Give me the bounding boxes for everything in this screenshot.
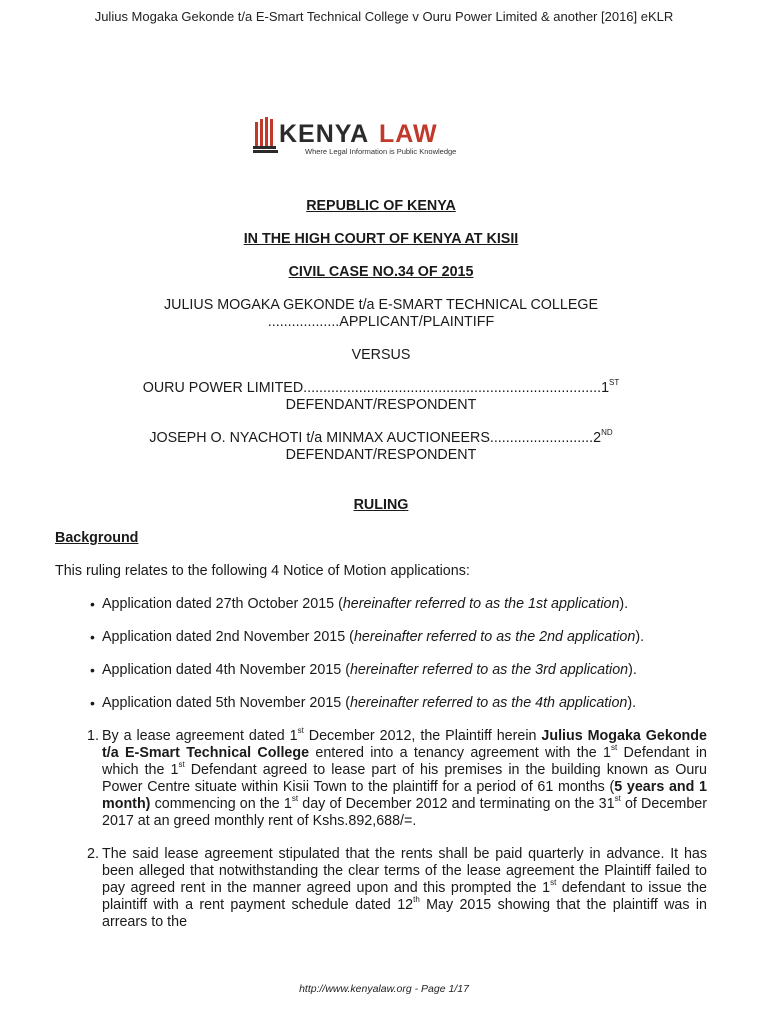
paragraph-number: 1. bbox=[87, 728, 99, 744]
list-item: • Application dated 27th October 2015 (hereinafter referred to as the 1st application). bbox=[90, 596, 629, 612]
defendant-2-ordinal: ND bbox=[601, 428, 613, 438]
defendant-1-role: DEFENDANT/RESPONDENT bbox=[285, 397, 477, 413]
defendant-1 bbox=[55, 380, 707, 414]
defendant-2-role: DEFENDANT/RESPONDENT bbox=[285, 447, 477, 463]
kenya-law-logo bbox=[253, 116, 468, 158]
numbered-paragraphs bbox=[55, 728, 707, 931]
kenya-law-logo-graphic bbox=[253, 116, 468, 158]
paragraph-2: 2. The said lease agreement stipulated that the rents shall be paid quarterly in advance. It has been alleged that notwithstanding the clear terms of the lease agreement the Plaintiff failed to pay agreed rent in the manner agreed upon and this prompted the 1st defendant to issue the plaintiff with a rent payment schedule dated 12th May 2015 showing that the plaintiff was in arrears to the bbox=[87, 846, 708, 930]
pillars-icon bbox=[253, 117, 278, 153]
paragraph-number: 2. bbox=[87, 846, 99, 862]
intro-paragraph: This ruling relates to the following 4 Notice of Motion applications: bbox=[55, 563, 470, 579]
page-footer: http://www.kenyalaw.org - Page 1/17 bbox=[299, 983, 469, 995]
logo-tagline: Where Legal Information is Public Knowledge bbox=[305, 147, 457, 156]
ruling-title: RULING bbox=[353, 497, 409, 513]
bullet-icon: • bbox=[90, 695, 95, 711]
bullet-icon: • bbox=[90, 596, 95, 612]
logo-kenya-text: KENYA bbox=[279, 120, 370, 148]
background-heading: Background bbox=[55, 530, 139, 546]
bullet-icon: • bbox=[90, 662, 95, 678]
case-number: CIVIL CASE NO.34 OF 2015 bbox=[288, 264, 474, 280]
applicant-name: JULIUS MOGAKA GEKONDE t/a E-SMART TECHNICAL COLLEGE bbox=[163, 297, 599, 313]
applications-list bbox=[55, 596, 707, 712]
defendant-2 bbox=[55, 430, 707, 464]
republic-heading: REPUBLIC OF KENYA bbox=[306, 198, 456, 214]
applicant-role: ..................APPLICANT/PLAINTIFF bbox=[267, 314, 495, 330]
applicant-party bbox=[55, 297, 707, 331]
list-item: • Application dated 4th November 2015 (hereinafter referred to as the 3rd application). bbox=[90, 662, 637, 678]
defendant-1-ordinal: ST bbox=[609, 378, 620, 388]
paragraph-1: 1. By a lease agreement dated 1st December 2012, the Plaintiff herein Julius Mogaka Gekonde t/a E-Smart Technical College entered into a tenancy agreement with the 1st Defendant in which the 1st Defendant agreed to lease part of his premises in the building known as Ouru Power Centre situate within Kisii Town to the plaintiff for a period of 61 months (5 years and 1 month) commencing on the 1st day of December 2012 and terminating on the 31st of December 2017 at an greed monthly rent of Kshs.892,688/=. bbox=[87, 726, 707, 829]
logo-law-text: LAW bbox=[379, 120, 438, 148]
defendant-2-name: JOSEPH O. NYACHOTI t/a MINMAX AUCTIONEERS..........................2 bbox=[149, 430, 602, 446]
list-item: • Application dated 2nd November 2015 (hereinafter referred to as the 2nd application). bbox=[90, 629, 645, 645]
running-header: Julius Mogaka Gekonde t/a E-Smart Technical College v Ouru Power Limited & another [2016] eKLR bbox=[94, 9, 674, 24]
document-body bbox=[55, 198, 707, 947]
versus-label: VERSUS bbox=[351, 347, 411, 363]
defendant-1-name: OURU POWER LIMITED...........................................................................1 bbox=[142, 380, 610, 396]
bullet-icon: • bbox=[90, 629, 95, 645]
list-item: • Application dated 5th November 2015 (hereinafter referred to as the 4th application). bbox=[90, 695, 637, 711]
court-heading: IN THE HIGH COURT OF KENYA AT KISII bbox=[243, 231, 519, 247]
